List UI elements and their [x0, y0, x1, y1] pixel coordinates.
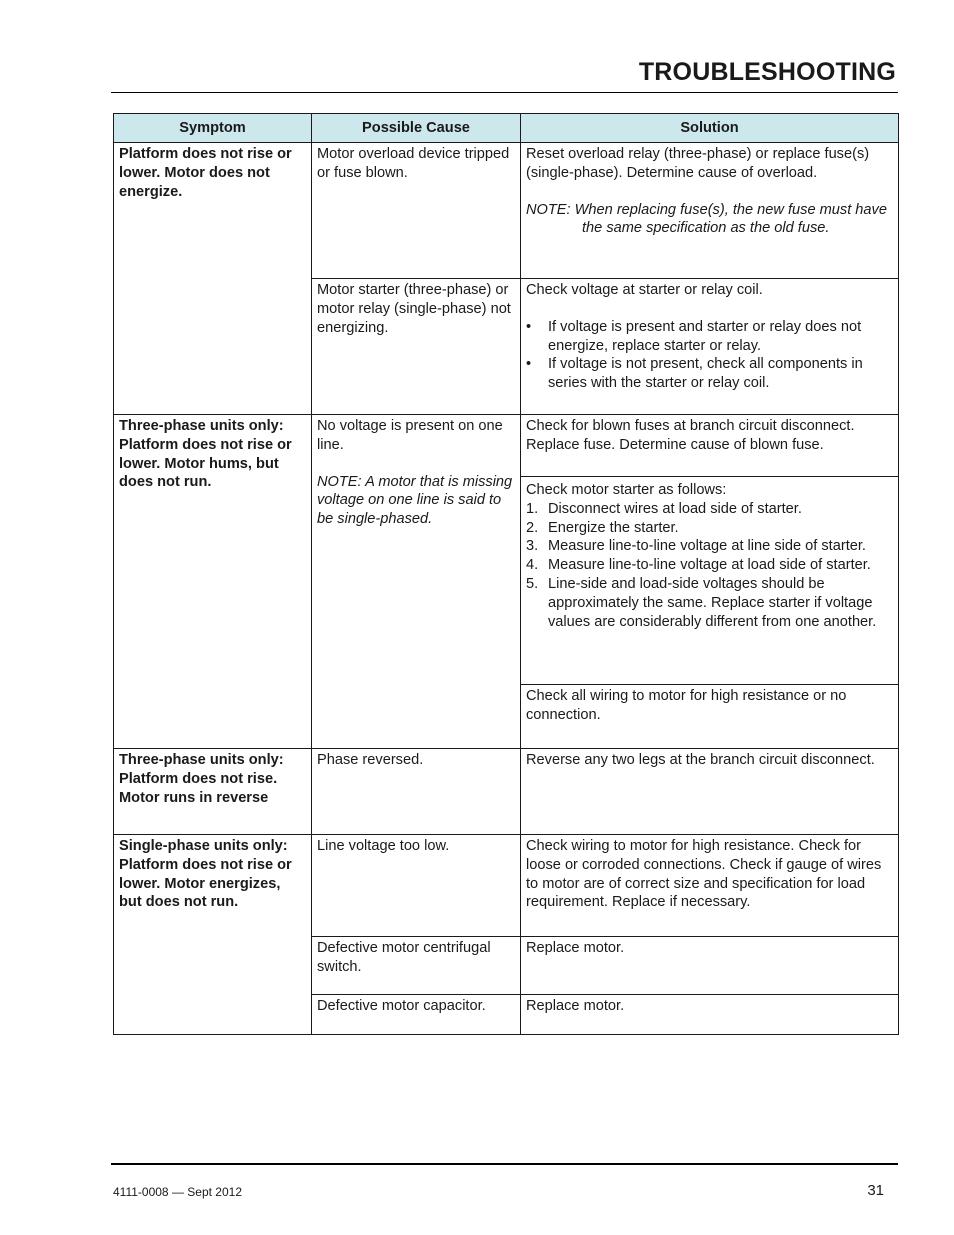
solution-cell: Check wiring to motor for high resistance. Check for loose or corroded connections. Check if gauge of wires to motor are of correct size and specification for load requirement. Replace if necessary.: [521, 835, 899, 937]
cause-cell: Defective motor centrifugal switch.: [312, 937, 521, 995]
symptom-cell: Three-phase units only: Platform does not rise or lower. Motor hums, but does not run.: [114, 415, 312, 749]
solution-step-list: [526, 500, 893, 632]
table-row: [114, 749, 899, 835]
list-item: • If voltage is not present, check all components in series with the starter or relay coil.: [526, 355, 893, 393]
solution-cell: Reverse any two legs at the branch circuit disconnect.: [521, 749, 899, 835]
solution-intro: Check motor starter as follows:: [526, 482, 727, 498]
step-text: Line-side and load-side voltages should be approximately the same. Replace starter if voltage values are considerably different from one another.: [548, 575, 877, 630]
symptom-cell: Platform does not rise or lower. Motor does not energize.: [114, 143, 312, 415]
footer-rule: [111, 1163, 898, 1165]
cause-text: No voltage is present on one line.: [317, 418, 503, 453]
cause-note: NOTE: A motor that is missing voltage on one line is said to be single-phased.: [317, 473, 513, 528]
table-row: [114, 415, 899, 477]
troubleshooting-table: [113, 113, 899, 1035]
table-header-row: [114, 114, 899, 143]
page-number: 31: [867, 1182, 884, 1199]
table-row: [114, 835, 899, 937]
list-item: [526, 500, 893, 519]
list-item: [526, 537, 893, 556]
cause-cell: Defective motor capacitor.: [312, 995, 521, 1035]
footer-doc-id: 4111-0008 — Sept 2012: [113, 1185, 242, 1199]
step-number: 1.: [526, 500, 539, 517]
step-number: 5.: [526, 575, 539, 592]
cause-cell: Motor starter (three-phase) or motor relay (single-phase) not energizing.: [312, 279, 521, 415]
step-text: Measure line-to-line voltage at load side of starter.: [548, 557, 871, 574]
header-possible-cause: Possible Cause: [312, 114, 521, 143]
step-text: Energize the starter.: [548, 519, 679, 536]
list-item: [526, 575, 893, 631]
list-item: [526, 556, 893, 575]
step-text: Measure line-to-line voltage at line side of starter.: [548, 538, 866, 555]
list-item: [526, 519, 893, 538]
solution-cell: [521, 143, 899, 279]
header-symptom: Symptom: [114, 114, 312, 143]
solution-cell: Check for blown fuses at branch circuit disconnect. Replace fuse. Determine cause of blown fuse.: [521, 415, 899, 477]
cause-cell: [312, 415, 521, 749]
solution-cell: Check all wiring to motor for high resistance or no connection.: [521, 685, 899, 749]
cause-cell: Phase reversed.: [312, 749, 521, 835]
solution-cell: [521, 477, 899, 685]
cause-cell: Motor overload device tripped or fuse blown.: [312, 143, 521, 279]
symptom-cell: Single-phase units only: Platform does not rise or lower. Motor energizes, but does not run.: [114, 835, 312, 1035]
header-rule: [111, 92, 898, 93]
page-title: TROUBLESHOOTING: [638, 58, 896, 86]
step-number: 2.: [526, 519, 539, 536]
header-solution: Solution: [521, 114, 899, 143]
step-number: 3.: [526, 538, 539, 555]
solution-bullet-list: [526, 318, 893, 393]
solution-text: Check voltage at starter or relay coil.: [526, 282, 763, 298]
table-row: [114, 143, 899, 279]
solution-cell: Replace motor.: [521, 995, 899, 1035]
solution-note: NOTE: When replacing fuse(s), the new fuse must have the same specification as the old fuse.: [526, 201, 887, 237]
solution-cell: Replace motor.: [521, 937, 899, 995]
solution-cell: [521, 279, 899, 415]
solution-text: Reset overload relay (three-phase) or replace fuse(s) (single-phase). Determine cause of overload.: [526, 146, 870, 181]
symptom-cell: Three-phase units only: Platform does not rise. Motor runs in reverse: [114, 749, 312, 835]
cause-cell: Line voltage too low.: [312, 835, 521, 937]
step-number: 4.: [526, 557, 539, 574]
list-item: • If voltage is present and starter or relay does not energize, replace starter or relay.: [526, 318, 893, 356]
step-text: Disconnect wires at load side of starter.: [548, 500, 802, 517]
